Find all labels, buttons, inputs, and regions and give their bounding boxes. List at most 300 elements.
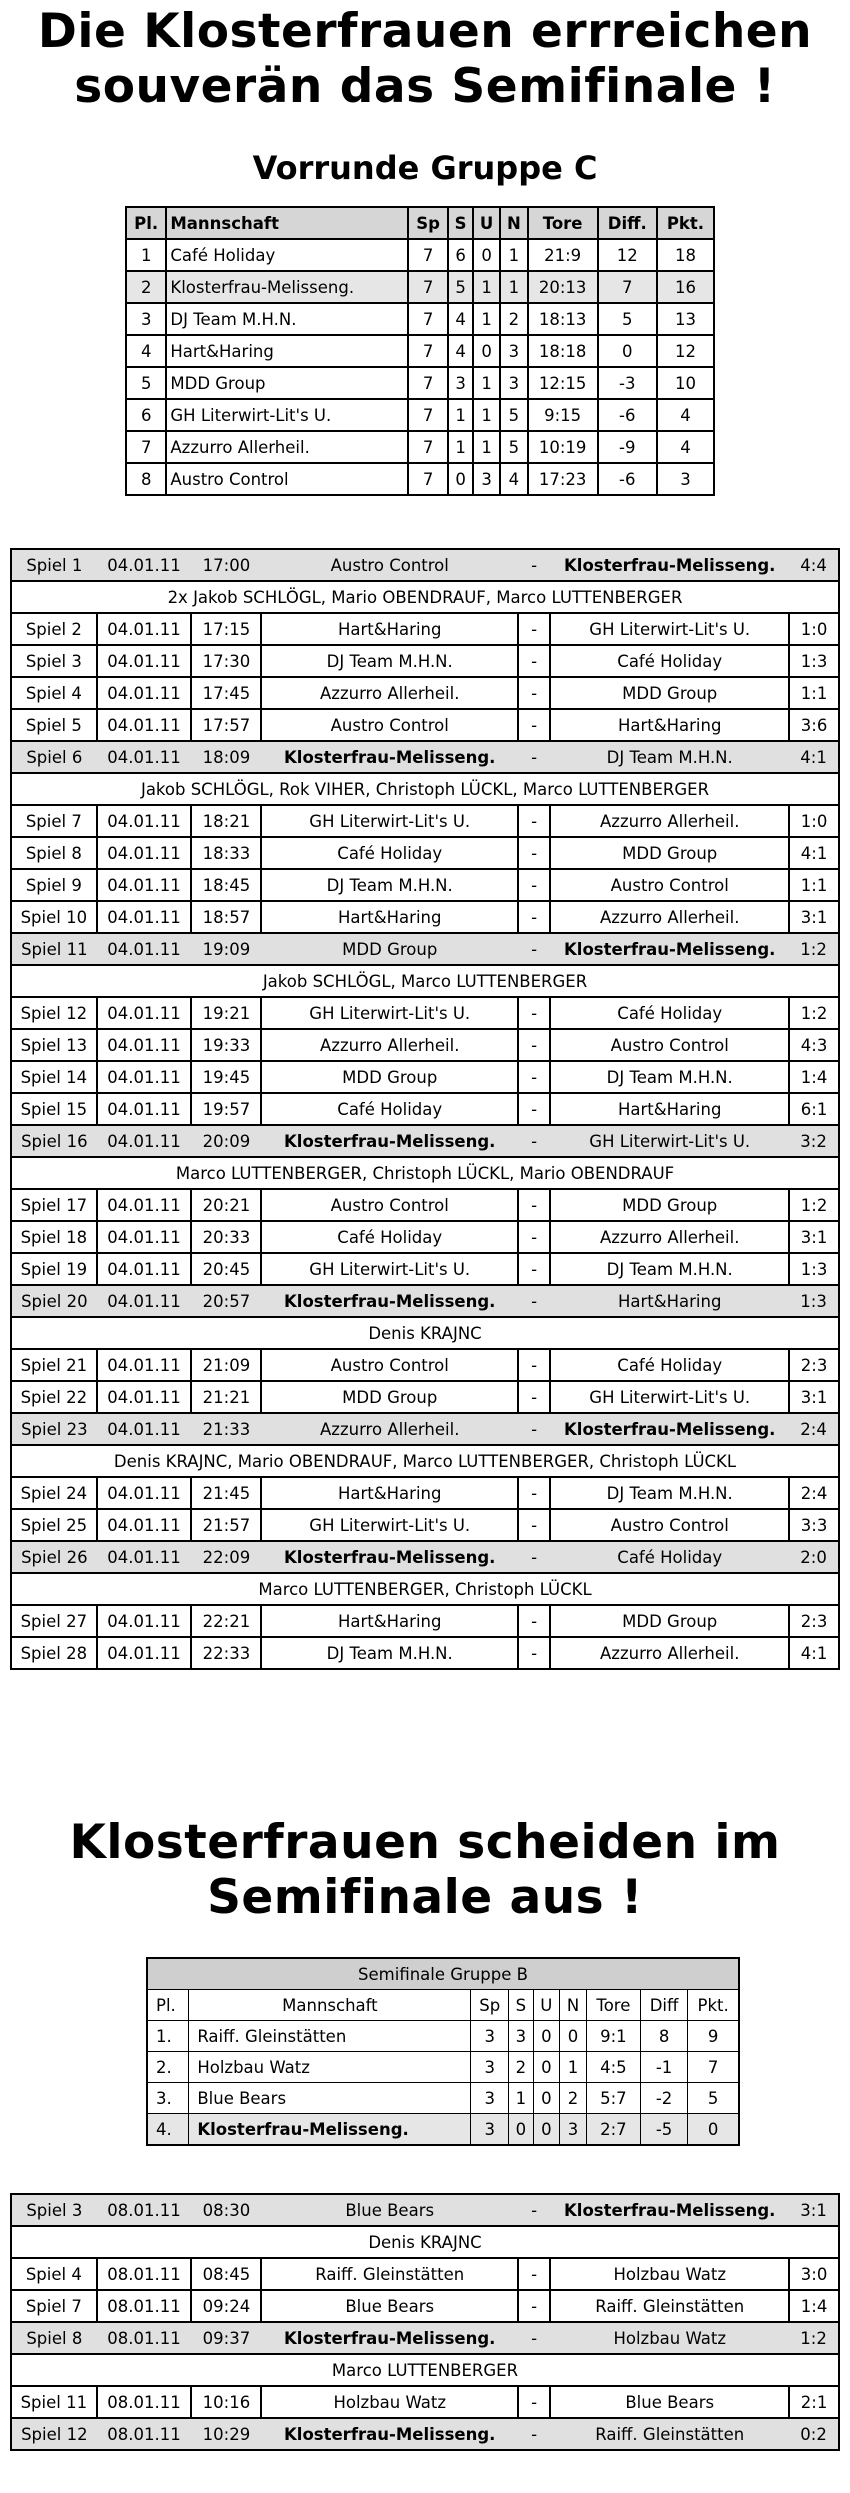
separator: - xyxy=(518,613,550,645)
cell-losses: 4 xyxy=(500,463,528,495)
match-number: Spiel 26 xyxy=(11,1541,97,1573)
away-team: Azzurro Allerheil. xyxy=(550,1637,789,1669)
home-team: Café Holiday xyxy=(261,1093,518,1125)
home-team: Klosterfrau-Melisseng. xyxy=(261,1541,518,1573)
standings-table-group-c xyxy=(125,206,715,496)
scorers-text: Marco LUTTENBERGER xyxy=(11,2354,839,2386)
cell-team: Klosterfrau-Melisseng. xyxy=(166,271,408,303)
match-date: 04.01.11 xyxy=(97,549,192,581)
match-time: 17:45 xyxy=(191,677,261,709)
cell-losses: 2 xyxy=(500,303,528,335)
match-score: 3:1 xyxy=(789,901,839,933)
featured-match-row xyxy=(11,1125,839,1157)
match-row xyxy=(11,2258,839,2290)
separator: - xyxy=(518,1477,550,1509)
featured-match-row xyxy=(11,933,839,965)
home-team: Austro Control xyxy=(261,709,518,741)
match-score: 1:0 xyxy=(789,613,839,645)
home-team: GH Literwirt-Lit's U. xyxy=(261,997,518,1029)
cell-losses: 3 xyxy=(500,335,528,367)
cell-rank: 8 xyxy=(126,463,166,495)
cell-rank: 6 xyxy=(126,399,166,431)
match-number: Spiel 21 xyxy=(11,1349,97,1381)
cell-draws: 0 xyxy=(473,239,500,271)
away-team: GH Literwirt-Lit's U. xyxy=(550,613,789,645)
home-team: Holzbau Watz xyxy=(261,2386,518,2418)
match-score: 3:1 xyxy=(789,1221,839,1253)
away-team: Café Holiday xyxy=(550,645,789,677)
match-date: 04.01.11 xyxy=(97,1381,192,1413)
match-time: 17:00 xyxy=(191,549,261,581)
semifinal-title: Klosterfrauen scheiden im Semifinale aus ! xyxy=(69,1815,781,1925)
match-number: Spiel 19 xyxy=(11,1253,97,1285)
match-time: 19:21 xyxy=(191,997,261,1029)
cell-rank: 5 xyxy=(126,367,166,399)
cell-team: Holzbau Watz xyxy=(189,2052,471,2083)
scorers-row xyxy=(11,1157,839,1189)
home-team: Klosterfrau-Melisseng. xyxy=(261,1125,518,1157)
match-score: 2:3 xyxy=(789,1605,839,1637)
home-team: Hart&Haring xyxy=(261,613,518,645)
separator: - xyxy=(518,997,550,1029)
away-team: Klosterfrau-Melisseng. xyxy=(550,2194,789,2226)
match-score: 3:0 xyxy=(789,2258,839,2290)
match-number: Spiel 3 xyxy=(11,645,97,677)
separator: - xyxy=(518,677,550,709)
away-team: MDD Group xyxy=(550,1605,789,1637)
cell-points: 0 xyxy=(688,2114,739,2146)
away-team: DJ Team M.H.N. xyxy=(550,741,789,773)
cell-wins: 0 xyxy=(448,463,473,495)
cell-team: Blue Bears xyxy=(189,2083,471,2114)
match-time: 09:37 xyxy=(191,2322,261,2354)
separator: - xyxy=(518,1381,550,1413)
home-team: Hart&Haring xyxy=(261,1477,518,1509)
match-time: 08:30 xyxy=(191,2194,261,2226)
match-time: 20:33 xyxy=(191,1221,261,1253)
away-team: Café Holiday xyxy=(550,997,789,1029)
match-date: 04.01.11 xyxy=(97,805,192,837)
scorers-text: Denis KRAJNC xyxy=(11,1317,839,1349)
cell-losses: 1 xyxy=(500,239,528,271)
cell-draws: 0 xyxy=(473,335,500,367)
away-team: Café Holiday xyxy=(550,1541,789,1573)
page-title: Die Klosterfrauen errreichen souverän das Semifinale ! xyxy=(37,4,813,114)
match-number: Spiel 10 xyxy=(11,901,97,933)
header-rank: Pl. xyxy=(126,207,166,239)
away-team: Austro Control xyxy=(550,869,789,901)
home-team: MDD Group xyxy=(261,1061,518,1093)
match-score: 2:0 xyxy=(789,1541,839,1573)
header-points: Pkt. xyxy=(688,1990,739,2021)
match-score: 3:1 xyxy=(789,1381,839,1413)
scorers-row xyxy=(11,965,839,997)
match-date: 08.01.11 xyxy=(97,2194,192,2226)
match-number: Spiel 18 xyxy=(11,1221,97,1253)
separator: - xyxy=(518,1605,550,1637)
match-date: 04.01.11 xyxy=(97,1125,192,1157)
cell-losses: 5 xyxy=(500,431,528,463)
separator: - xyxy=(518,741,550,773)
match-score: 2:1 xyxy=(789,2386,839,2418)
cell-played: 3 xyxy=(471,2114,509,2146)
separator: - xyxy=(518,1413,550,1445)
match-number: Spiel 11 xyxy=(11,2386,97,2418)
cell-losses: 1 xyxy=(500,271,528,303)
cell-goals: 4:5 xyxy=(586,2052,640,2083)
cell-played: 3 xyxy=(471,2021,509,2052)
match-score: 1:4 xyxy=(789,2290,839,2322)
match-number: Spiel 14 xyxy=(11,1061,97,1093)
match-date: 04.01.11 xyxy=(97,901,192,933)
table-row xyxy=(147,2052,739,2083)
match-row xyxy=(11,805,839,837)
cell-draws: 0 xyxy=(533,2052,559,2083)
home-team: Hart&Haring xyxy=(261,1605,518,1637)
home-team: Austro Control xyxy=(261,1349,518,1381)
cell-diff: -1 xyxy=(640,2052,687,2083)
home-team: Azzurro Allerheil. xyxy=(261,677,518,709)
cell-diff: 0 xyxy=(598,335,657,367)
match-score: 4:1 xyxy=(789,1637,839,1669)
separator: - xyxy=(518,805,550,837)
cell-rank: 4 xyxy=(126,335,166,367)
table-row xyxy=(126,303,714,335)
cell-played: 7 xyxy=(408,367,448,399)
match-number: Spiel 4 xyxy=(11,677,97,709)
away-team: DJ Team M.H.N. xyxy=(550,1061,789,1093)
standings-table-semifinal-b xyxy=(146,1957,740,2146)
cell-goals: 20:13 xyxy=(528,271,598,303)
featured-match-row xyxy=(11,2194,839,2226)
match-time: 08:45 xyxy=(191,2258,261,2290)
separator: - xyxy=(518,2194,550,2226)
home-team: Azzurro Allerheil. xyxy=(261,1029,518,1061)
match-row xyxy=(11,677,839,709)
away-team: Hart&Haring xyxy=(550,1093,789,1125)
away-team: GH Literwirt-Lit's U. xyxy=(550,1125,789,1157)
cell-points: 4 xyxy=(657,431,714,463)
cell-draws: 0 xyxy=(533,2114,559,2146)
separator: - xyxy=(518,2386,550,2418)
cell-goals: 12:15 xyxy=(528,367,598,399)
match-number: Spiel 25 xyxy=(11,1509,97,1541)
cell-losses: 3 xyxy=(500,367,528,399)
home-team: Klosterfrau-Melisseng. xyxy=(261,2322,518,2354)
home-team: Blue Bears xyxy=(261,2194,518,2226)
away-team: MDD Group xyxy=(550,837,789,869)
table-row xyxy=(126,431,714,463)
match-date: 08.01.11 xyxy=(97,2322,192,2354)
cell-losses: 2 xyxy=(560,2083,587,2114)
match-number: Spiel 28 xyxy=(11,1637,97,1669)
home-team: Klosterfrau-Melisseng. xyxy=(261,2418,518,2450)
scorers-row xyxy=(11,1317,839,1349)
cell-team: MDD Group xyxy=(166,367,408,399)
match-row xyxy=(11,1381,839,1413)
match-number: Spiel 20 xyxy=(11,1285,97,1317)
match-date: 04.01.11 xyxy=(97,933,192,965)
match-score: 4:1 xyxy=(789,837,839,869)
cell-wins: 1 xyxy=(448,431,473,463)
match-score: 1:2 xyxy=(789,2322,839,2354)
featured-match-row xyxy=(11,549,839,581)
header-goals: Tore xyxy=(528,207,598,239)
away-team: DJ Team M.H.N. xyxy=(550,1253,789,1285)
match-date: 04.01.11 xyxy=(97,1509,192,1541)
match-date: 04.01.11 xyxy=(97,1413,192,1445)
home-team: DJ Team M.H.N. xyxy=(261,1637,518,1669)
match-time: 10:16 xyxy=(191,2386,261,2418)
match-number: Spiel 7 xyxy=(11,805,97,837)
match-number: Spiel 16 xyxy=(11,1125,97,1157)
match-date: 04.01.11 xyxy=(97,837,192,869)
cell-diff: -3 xyxy=(598,367,657,399)
match-date: 04.01.11 xyxy=(97,1253,192,1285)
away-team: Klosterfrau-Melisseng. xyxy=(550,933,789,965)
match-score: 3:6 xyxy=(789,709,839,741)
away-team: Blue Bears xyxy=(550,2386,789,2418)
scorers-text: Marco LUTTENBERGER, Christoph LÜCKL xyxy=(11,1573,839,1605)
away-team: Hart&Haring xyxy=(550,709,789,741)
match-score: 1:2 xyxy=(789,1189,839,1221)
match-time: 21:21 xyxy=(191,1381,261,1413)
away-team: GH Literwirt-Lit's U. xyxy=(550,1381,789,1413)
scorers-row xyxy=(11,1573,839,1605)
match-row xyxy=(11,645,839,677)
away-team: Raiff. Gleinstätten xyxy=(550,2418,789,2450)
match-date: 04.01.11 xyxy=(97,1029,192,1061)
cell-points: 13 xyxy=(657,303,714,335)
home-team: Klosterfrau-Melisseng. xyxy=(261,741,518,773)
cell-goals: 18:18 xyxy=(528,335,598,367)
cell-draws: 1 xyxy=(473,399,500,431)
scorers-text: Jakob SCHLÖGL, Marco LUTTENBERGER xyxy=(11,965,839,997)
match-date: 08.01.11 xyxy=(97,2386,192,2418)
header-diff: Diff xyxy=(640,1990,687,2021)
match-time: 20:45 xyxy=(191,1253,261,1285)
match-time: 22:09 xyxy=(191,1541,261,1573)
separator: - xyxy=(518,1189,550,1221)
table-caption: Semifinale Gruppe B xyxy=(147,1958,739,1990)
cell-goals: 10:19 xyxy=(528,431,598,463)
header-rank: Pl. xyxy=(147,1990,189,2021)
match-row xyxy=(11,1349,839,1381)
match-row xyxy=(11,1509,839,1541)
scorers-text: Denis KRAJNC xyxy=(11,2226,839,2258)
cell-diff: 12 xyxy=(598,239,657,271)
match-number: Spiel 12 xyxy=(11,997,97,1029)
cell-played: 3 xyxy=(471,2052,509,2083)
match-time: 09:24 xyxy=(191,2290,261,2322)
header-points: Pkt. xyxy=(657,207,714,239)
featured-match-row xyxy=(11,741,839,773)
home-team: Café Holiday xyxy=(261,837,518,869)
match-date: 08.01.11 xyxy=(97,2290,192,2322)
header-played: Sp xyxy=(408,207,448,239)
match-row xyxy=(11,2290,839,2322)
match-date: 04.01.11 xyxy=(97,1093,192,1125)
match-number: Spiel 2 xyxy=(11,613,97,645)
cell-points: 16 xyxy=(657,271,714,303)
cell-rank: 4. xyxy=(147,2114,189,2146)
header-losses: N xyxy=(500,207,528,239)
header-wins: S xyxy=(509,1990,534,2021)
home-team: Blue Bears xyxy=(261,2290,518,2322)
match-time: 17:30 xyxy=(191,645,261,677)
away-team: Azzurro Allerheil. xyxy=(550,805,789,837)
match-number: Spiel 8 xyxy=(11,837,97,869)
match-table-group-c xyxy=(10,548,840,1670)
separator: - xyxy=(518,1541,550,1573)
match-score: 2:4 xyxy=(789,1477,839,1509)
match-number: Spiel 8 xyxy=(11,2322,97,2354)
match-time: 22:33 xyxy=(191,1637,261,1669)
separator: - xyxy=(518,2290,550,2322)
match-row xyxy=(11,1253,839,1285)
match-score: 2:4 xyxy=(789,1413,839,1445)
separator: - xyxy=(518,709,550,741)
match-time: 18:45 xyxy=(191,869,261,901)
match-number: Spiel 15 xyxy=(11,1093,97,1125)
match-date: 04.01.11 xyxy=(97,645,192,677)
home-team: Raiff. Gleinstätten xyxy=(261,2258,518,2290)
featured-match-row xyxy=(11,1541,839,1573)
table-row xyxy=(126,463,714,495)
table-row xyxy=(147,2114,739,2146)
cell-points: 5 xyxy=(688,2083,739,2114)
match-number: Spiel 5 xyxy=(11,709,97,741)
match-date: 04.01.11 xyxy=(97,1061,192,1093)
cell-wins: 0 xyxy=(509,2114,534,2146)
home-team: GH Literwirt-Lit's U. xyxy=(261,1253,518,1285)
cell-diff: 7 xyxy=(598,271,657,303)
home-team: GH Literwirt-Lit's U. xyxy=(261,1509,518,1541)
match-row xyxy=(11,613,839,645)
separator: - xyxy=(518,1093,550,1125)
table-row xyxy=(126,335,714,367)
cell-diff: -9 xyxy=(598,431,657,463)
match-score: 3:2 xyxy=(789,1125,839,1157)
match-number: Spiel 27 xyxy=(11,1605,97,1637)
match-row xyxy=(11,1637,839,1669)
match-time: 21:33 xyxy=(191,1413,261,1445)
home-team: Hart&Haring xyxy=(261,901,518,933)
separator: - xyxy=(518,1285,550,1317)
separator: - xyxy=(518,1637,550,1669)
cell-team: Raiff. Gleinstätten xyxy=(189,2021,471,2052)
away-team: Holzbau Watz xyxy=(550,2258,789,2290)
match-score: 1:1 xyxy=(789,677,839,709)
home-team: MDD Group xyxy=(261,1381,518,1413)
match-number: Spiel 1 xyxy=(11,549,97,581)
match-time: 17:15 xyxy=(191,613,261,645)
cell-points: 10 xyxy=(657,367,714,399)
away-team: Azzurro Allerheil. xyxy=(550,1221,789,1253)
match-score: 6:1 xyxy=(789,1093,839,1125)
home-team: Azzurro Allerheil. xyxy=(261,1413,518,1445)
cell-points: 12 xyxy=(657,335,714,367)
home-team: Austro Control xyxy=(261,549,518,581)
match-date: 04.01.11 xyxy=(97,869,192,901)
separator: - xyxy=(518,2258,550,2290)
cell-goals: 9:15 xyxy=(528,399,598,431)
match-row xyxy=(11,1605,839,1637)
cell-wins: 1 xyxy=(509,2083,534,2114)
cell-team: DJ Team M.H.N. xyxy=(166,303,408,335)
match-time: 19:33 xyxy=(191,1029,261,1061)
match-number: Spiel 17 xyxy=(11,1189,97,1221)
match-number: Spiel 12 xyxy=(11,2418,97,2450)
match-time: 17:57 xyxy=(191,709,261,741)
section-subtitle: Vorrunde Gruppe C xyxy=(252,149,598,187)
table-row xyxy=(147,2021,739,2052)
cell-wins: 2 xyxy=(509,2052,534,2083)
scorers-row xyxy=(11,1445,839,1477)
cell-goals: 2:7 xyxy=(586,2114,640,2146)
separator: - xyxy=(518,1509,550,1541)
cell-draws: 1 xyxy=(473,271,500,303)
header-played: Sp xyxy=(471,1990,509,2021)
cell-played: 7 xyxy=(408,463,448,495)
cell-rank: 3. xyxy=(147,2083,189,2114)
cell-diff: -6 xyxy=(598,399,657,431)
match-number: Spiel 22 xyxy=(11,1381,97,1413)
cell-wins: 6 xyxy=(448,239,473,271)
cell-diff: 8 xyxy=(640,2021,687,2052)
match-score: 0:2 xyxy=(789,2418,839,2450)
table-row xyxy=(126,271,714,303)
header-losses: N xyxy=(560,1990,587,2021)
match-score: 1:2 xyxy=(789,933,839,965)
cell-draws: 0 xyxy=(533,2083,559,2114)
home-team: GH Literwirt-Lit's U. xyxy=(261,805,518,837)
away-team: Azzurro Allerheil. xyxy=(550,901,789,933)
cell-points: 4 xyxy=(657,399,714,431)
separator: - xyxy=(518,1253,550,1285)
match-time: 18:09 xyxy=(191,741,261,773)
match-time: 10:29 xyxy=(191,2418,261,2450)
scorers-text: Marco LUTTENBERGER, Christoph LÜCKL, Mario OBENDRAUF xyxy=(11,1157,839,1189)
home-team: Café Holiday xyxy=(261,1221,518,1253)
match-number: Spiel 4 xyxy=(11,2258,97,2290)
cell-losses: 1 xyxy=(560,2052,587,2083)
match-score: 3:1 xyxy=(789,2194,839,2226)
table-header-row xyxy=(147,1990,739,2021)
cell-played: 7 xyxy=(408,335,448,367)
cell-wins: 4 xyxy=(448,303,473,335)
match-score: 1:4 xyxy=(789,1061,839,1093)
featured-match-row xyxy=(11,1285,839,1317)
cell-rank: 2 xyxy=(126,271,166,303)
cell-goals: 17:23 xyxy=(528,463,598,495)
away-team: DJ Team M.H.N. xyxy=(550,1477,789,1509)
scorers-row xyxy=(11,2226,839,2258)
match-time: 21:45 xyxy=(191,1477,261,1509)
separator: - xyxy=(518,869,550,901)
cell-rank: 1. xyxy=(147,2021,189,2052)
match-date: 04.01.11 xyxy=(97,1541,192,1573)
match-time: 18:33 xyxy=(191,837,261,869)
header-team: Mannschaft xyxy=(189,1990,471,2021)
away-team: Hart&Haring xyxy=(550,1285,789,1317)
separator: - xyxy=(518,1125,550,1157)
scorers-text: 2x Jakob SCHLÖGL, Mario OBENDRAUF, Marco LUTTENBERGER xyxy=(11,581,839,613)
match-date: 04.01.11 xyxy=(97,1349,192,1381)
match-date: 04.01.11 xyxy=(97,613,192,645)
away-team: Raiff. Gleinstätten xyxy=(550,2290,789,2322)
match-number: Spiel 24 xyxy=(11,1477,97,1509)
